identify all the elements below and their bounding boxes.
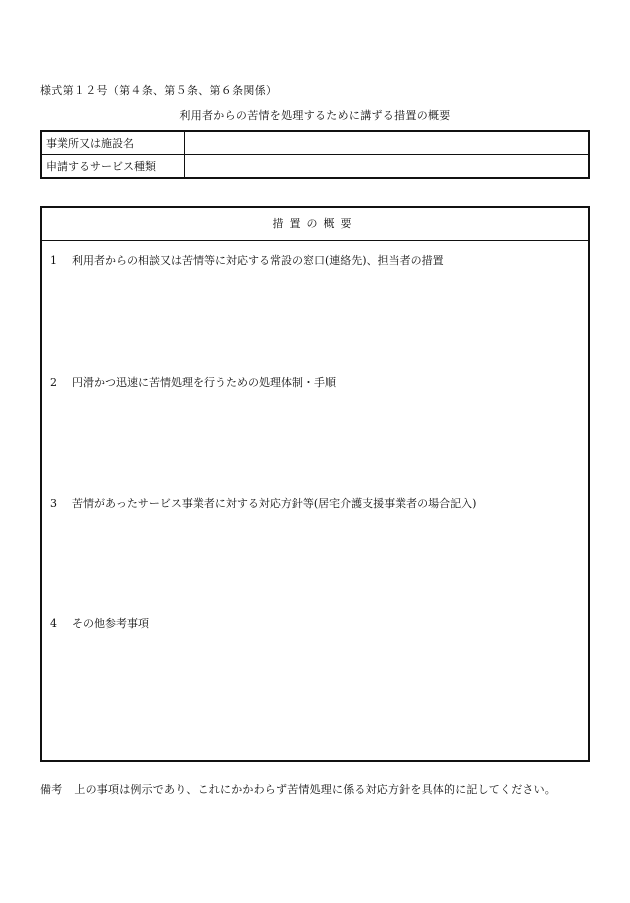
- remarks-text: 上の事項は例示であり、これにかかわらず苦情処理に係る対応方針を具体的に記してください。: [74, 783, 557, 796]
- section-item-policy: [50, 495, 476, 511]
- table-row: [41, 131, 589, 155]
- info-table: [40, 130, 590, 179]
- section-number: 2: [50, 376, 57, 389]
- section-number: 4: [50, 617, 57, 630]
- section-text: その他参考事項: [72, 617, 149, 630]
- section-item-procedure: [50, 374, 336, 390]
- service-type-label: 申請するサービス種類: [41, 155, 185, 179]
- section-text: 苦情があったサービス事業者に対する対応方針等(居宅介護支援事業者の場合記入): [72, 497, 477, 510]
- summary-heading: 措置の概要: [42, 208, 588, 241]
- table-row: [41, 155, 589, 179]
- section-text: 円滑かつ迅速に苦情処理を行うための処理体制・手順: [72, 376, 336, 389]
- section-item-other: [50, 615, 149, 631]
- section-text: 利用者からの相談又は苦情等に対応する常設の窓口(連絡先)、担当者の措置: [72, 254, 444, 267]
- facility-name-field[interactable]: [185, 131, 590, 155]
- remarks-label: 備考: [40, 783, 63, 796]
- section-number: 3: [50, 497, 57, 510]
- document-title: 利用者からの苦情を処理するために講ずる措置の概要: [179, 109, 451, 122]
- remarks: [40, 781, 556, 797]
- summary-box: [40, 206, 590, 762]
- section-number: 1: [50, 254, 57, 267]
- form-number: 様式第１２号（第４条、第５条、第６条関係）: [40, 84, 278, 97]
- service-type-field[interactable]: [185, 155, 590, 179]
- section-item-contact: [50, 252, 444, 268]
- facility-name-label: 事業所又は施設名: [41, 131, 185, 155]
